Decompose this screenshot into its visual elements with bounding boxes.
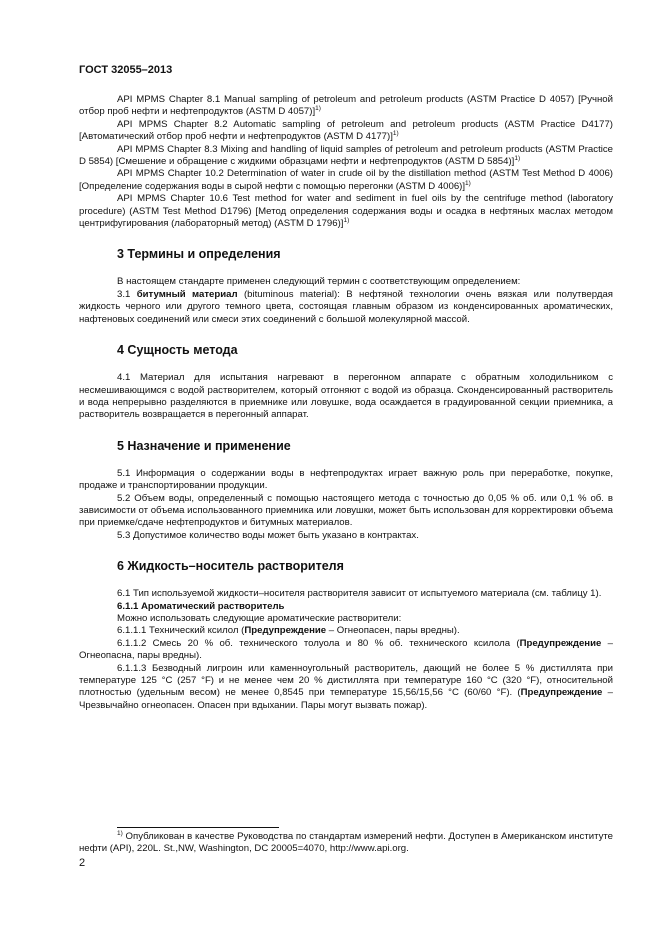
reference-item: API MPMS Chapter 8.2 Automatic sampling of petroleum and petroleum products (ASTM Practice D4177) [Автоматический отбор проб нефти и нефтепродуктов (ASTM D 4177)]$^{1)}$	[79, 118, 613, 143]
paragraph: 6.1.1.2 Смесь 20 % об. технического толуола и 80 % об. технического ксилола (Предупреждение – Огнеопасна, пары вредны).	[79, 637, 613, 662]
page-number: 2	[79, 857, 86, 869]
warning-label: Предупреждение	[519, 637, 602, 649]
paragraph: В настоящем стандарте применен следующий термин с соответствующим определением:	[117, 276, 521, 288]
warning-label: Предупреждение	[244, 625, 327, 637]
subsection-heading: 6.1.1 Ароматический растворитель	[117, 600, 285, 612]
paragraph: 5.1 Информация о содержании воды в нефтепродуктах играет важную роль при переработке, покупке, продаже и транспортировании продукции.	[79, 467, 613, 492]
paragraph: 6.1.1.3 Безводный лигроин или каменноугольный растворитель, дающий не более 5 % дистиллята при температуре 125 °С (257 °F) и не менее чем 20 % дистиллята при температуре 160 °С (320 °F), относительной плотностью (удельным весом) не менее 0,8545 при температуре 15,56/15,56 °С (60/60 °F). (Предупреждение – Чрезвычайно огнеопасен. Опасен при вдыхании. Пары могут вызвать пожар).	[79, 662, 613, 711]
definition-3-1: 3.1 битумный материал (bituminous material): В нефтяной технологии очень вязкая или полутвердая жидкость черного или другого темного цвета, состоящая главным образом из конденсированных ароматических, нафтеновых соединений или смеси этих соединений с большой молекулярной массой.	[79, 288, 613, 325]
section-4-heading: 4 Сущность метода	[117, 343, 238, 358]
footnote-mark: 1)	[117, 829, 123, 837]
term: битумный материал	[136, 288, 238, 300]
warning-label: Предупреждение	[520, 687, 603, 699]
page-content	[79, 94, 613, 712]
reference-item: API MPMS Chapter 8.3 Mixing and handling of liquid samples of petroleum and petroleum products (ASTM Practice D 5854) [Смешение и обращение с жидкими образцами нефти и нефтепродуктов (ASTM D 5854)]$^{1)}$	[79, 143, 613, 168]
footnote-ref: 1)	[315, 105, 321, 113]
section-5-heading: 5 Назначение и применение	[117, 438, 291, 453]
footnote: $^{1)}$ Опубликован в качестве Руководства по стандартам измерений нефти. Доступен в Американском институте нефти (API), 220L. St.,NW, Washington, DC 20005=4070, http://www.api.org.	[79, 829, 613, 855]
footnote-ref: 1)	[392, 130, 399, 138]
paragraph: Можно использовать следующие ароматические растворители:	[117, 612, 402, 624]
footnote-ref: 1)	[514, 154, 521, 162]
footnote-ref: 1)	[343, 216, 350, 224]
reference-item: API MPMS Chapter 10.6 Test method for water and sediment in fuel oils by the centrifuge method (laboratory procedure) (ASTM Test Method D1796) [Метод определения содержания воды и осадка в нефтяных маслах методом центрифугирования (лабораторный метод) (ASTM D 1796)]$^{1)}$	[79, 193, 613, 230]
paragraph: 6.1 Тип используемой жидкости–носителя растворителя зависит от испытуемого материала (см. таблицу 1).	[117, 588, 602, 600]
paragraph: 6.1.1.1 Технический ксилол (Предупреждение – Огнеопасен, пары вредны).	[117, 625, 460, 637]
section-6-heading: 6 Жидкость–носитель растворителя	[117, 559, 344, 574]
reference-item: API MPMS Chapter 8.1 Manual sampling of petroleum and petroleum products (ASTM Practice D 4057) [Ручной отбор проб нефти и нефтепродуктов (ASTM D 4057)]$^{1)}$	[79, 94, 613, 118]
paragraph: 5.3 Допустимое количество воды может быть указано в контрактах.	[117, 529, 419, 541]
reference-item: API MPMS Chapter 10.2 Determination of water in crude oil by the distillation method (ASTM Test Method D 4006) [Определение содержания воды в сырой нефти с помощью перегонки (ASTM D 4006)]$^{1)}$	[79, 168, 613, 192]
normative-references	[79, 94, 613, 230]
standard-header: ГОСТ 32055–2013	[79, 64, 173, 76]
footnote-separator	[117, 827, 279, 828]
section-3-heading: 3 Термины и определения	[117, 247, 281, 262]
paragraph: 5.2 Объем воды, определенный с помощью настоящего метода с точностью до 0,05 % об. или 0,1 % об. в зависимости от объема использованного приемника или ловушки, может быть использован для корректировки объема при приемке/сдаче нефтепродуктов и битумных материалов.	[79, 492, 613, 529]
footnote-ref: 1)	[465, 179, 471, 187]
paragraph: 4.1 Материал для испытания нагревают в перегонном аппарате с обратным холодильником с несмешивающимся с водой растворителем, который отгоняют с водой из образца. Сконденсированный растворитель и вода непрерывно разделяются в приемнике или ловушке, вода осаждается в градуированной секции приемника, а растворитель возвращается в перегонный аппарат.	[79, 372, 613, 421]
